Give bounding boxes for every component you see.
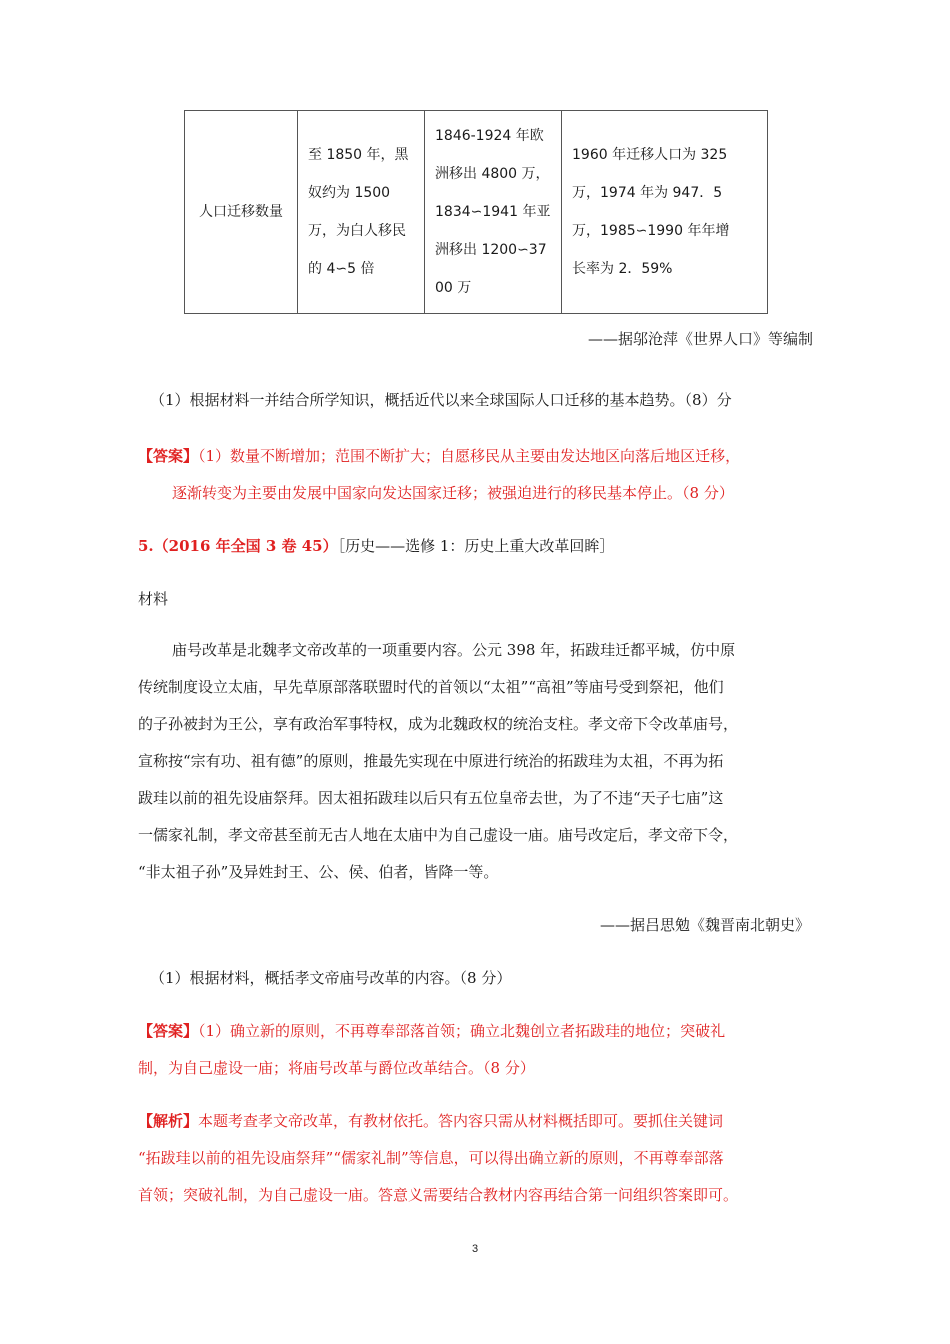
answer-5-line-2: 制，为自己虚设一庙；将庙号改革与爵位改革结合。（8 分） (138, 1059, 535, 1077)
question-5-number: 5.（2016 年全国 3 卷 45） (138, 537, 338, 555)
material-label: 材料 (138, 590, 169, 608)
material-paragraph: 庙号改革是北魏孝文帝改革的一项重要内容。公元 398 年，拓跋珪迁都平城，仿中原 传统制度设立太庙，早先草原部落联盟时代的首领以“太祖”“高祖”等庙号受到祭祀，他们 的子孙被封为王公，享有政治军事特权，成为北魏政权的统治支柱。孝文帝下令改革庙号， 宣称按“宗有功、祖有德”的原则，推最先实现在中原进行统治的拓跋珪为太祖，不再为拓 跋珪以前的祖先设庙祭拜。因太祖拓跋珪以后只有五位皇帝去世，为了不违“天子七庙”这 一儒家礼制，孝文帝甚至前无古人地在太庙中为自己虚设一庙。庙号改定后，孝文帝下令， “非太祖子孙”及异姓封王、公、侯、伯者，皆降一等。 (138, 641, 739, 881)
analysis-line-2: “拓跋珪以前的祖先设庙祭拜”“儒家礼制”等信息，可以得出确立新的原则，不再尊奉部落 (138, 1149, 724, 1167)
answer-5 (138, 1013, 822, 1087)
table-row-label: 人口迁移数量 (185, 111, 298, 314)
answer-4-line-2: 逐渐转变为主要由发展中国家向发达国家迁移；被强迫进行的移民基本停止。（8 分） (172, 484, 734, 502)
question-5-1: （1）根据材料，概括孝文帝庙号改革的内容。（8 分） (150, 969, 512, 987)
source-citation-1: ——据邬沧萍《世界人口》等编制 (587, 330, 813, 348)
source-citation-2: ——据吕思勉《魏晋南北朝史》 (599, 916, 810, 934)
analysis (138, 1103, 822, 1214)
answer-tag: 【答案】 (138, 447, 199, 465)
table-cell-2: 1846-1924 年欧 洲移出 4800 万， 1834∽1941 年亚 洲移出 1200∽37 00 万 (425, 111, 562, 314)
answer-4 (138, 438, 822, 512)
question-5-header: 5.（2016 年全国 3 卷 45）［历史——选修 1：历史上重大改革回眸］ (138, 537, 615, 555)
analysis-tag: 【解析】 (138, 1112, 199, 1130)
answer-tag: 【答案】 (138, 1022, 199, 1040)
answer-5-line-1: 【答案】（1）确立新的原则，不再尊奉部落首领；确立北魏创立者拓跋珪的地位；突破礼 (138, 1022, 726, 1040)
analysis-line-1: 【解析】本题考查孝文帝改革，有教材依托。答内容只需从材料概括即可。要抓住关键词 (138, 1112, 724, 1130)
page-number: 3 (471, 1243, 479, 1255)
table-row (185, 111, 768, 314)
answer-4-line-1: 【答案】（1）数量不断增加；范围不断扩大；自愿移民从主要由发达地区向落后地区迁移， (138, 447, 741, 465)
table-cell-1: 至 1850 年，黑 奴约为 1500 万，为白人移民 的 4∽5 倍 (298, 111, 425, 314)
question-4-1: （1）根据材料一并结合所学知识，概括近代以来全球国际人口迁移的基本趋势。（8）分 (150, 391, 732, 409)
table-cell-3: 1960 年迁移人口为 325 万，1974 年为 947．5 万，1985∽1990 年年增 长率为 2．59% (562, 111, 768, 314)
analysis-line-3: 首领；突破礼制，为自己虚设一庙。答意义需要结合教材内容再结合第一问组织答案即可。 (138, 1186, 739, 1204)
migration-table (184, 110, 768, 314)
